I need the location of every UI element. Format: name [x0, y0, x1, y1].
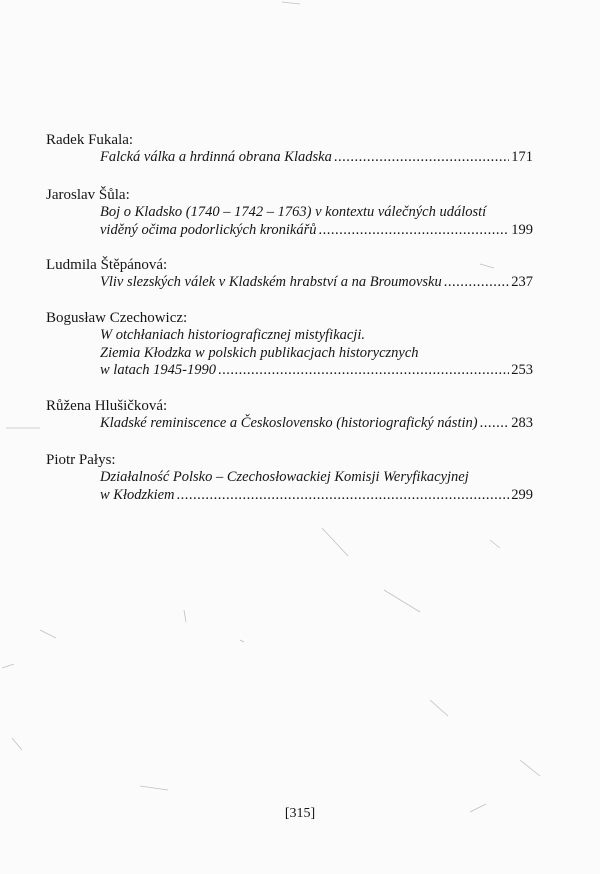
entry-author: Jaroslav Šůla:	[46, 187, 130, 203]
entry-title-line	[100, 274, 533, 292]
entry-title: Ziemia Kłodzka w polskich publikacjach historycznych	[100, 344, 419, 361]
dot-leader	[480, 415, 510, 433]
dot-leader	[177, 487, 510, 505]
entry-title: w latach 1945-1990	[100, 362, 216, 378]
entry-title: Działalność Polsko – Czechosłowackiej Komisji Weryfikacyjnej	[100, 469, 469, 485]
entry-title: Boj o Kladsko (1740 – 1742 – 1763) v kontextu válečných událostí	[100, 204, 487, 220]
entry-author: Ludmila Štěpánová:	[46, 257, 168, 273]
entry-page-number: 171	[511, 149, 533, 165]
toc-entry	[46, 186, 536, 239]
entry-title: Vliv slezských válek v Kladském hrabství a na Broumovsku	[100, 274, 442, 290]
entry-title: W otchłaniach historiograficznej mistyfikacji.	[100, 327, 365, 343]
entry-title-line	[100, 487, 533, 505]
entry-page-number: 283	[511, 415, 533, 431]
toc-entry	[46, 397, 536, 433]
entry-title-line	[100, 149, 533, 167]
toc-entry	[46, 131, 536, 167]
entry-title: viděný očima podorlických kronikářů	[100, 221, 317, 238]
entry-page-number: 299	[511, 486, 533, 503]
entry-title: Falcká válka a hrdinná obrana Kladska	[100, 149, 332, 165]
entry-page-number: 199	[511, 221, 533, 238]
entry-author: Bogusław Czechowicz:	[46, 310, 188, 326]
dot-leader	[334, 149, 509, 167]
dot-leader	[444, 274, 510, 292]
toc-entry	[46, 256, 536, 292]
entry-title-line	[100, 362, 533, 380]
entry-title-line	[100, 415, 533, 433]
page-number: [315]	[284, 806, 316, 821]
dot-leader	[319, 222, 510, 240]
entry-page-number: 253	[511, 362, 533, 378]
entry-author: Radek Fukala:	[46, 132, 134, 148]
entry-page-number: 237	[511, 274, 533, 290]
entry-author: Piotr Pałys:	[46, 452, 116, 468]
entry-title: Kladské reminiscence a Československo (historiografický nástin)	[100, 415, 478, 431]
entry-title-line	[100, 222, 533, 240]
entry-title: w Kłodzkiem	[100, 486, 175, 503]
toc-entry	[46, 309, 536, 380]
toc-entry	[46, 451, 536, 504]
entry-author: Růžena Hlušičková:	[46, 398, 168, 414]
dot-leader	[218, 362, 509, 380]
